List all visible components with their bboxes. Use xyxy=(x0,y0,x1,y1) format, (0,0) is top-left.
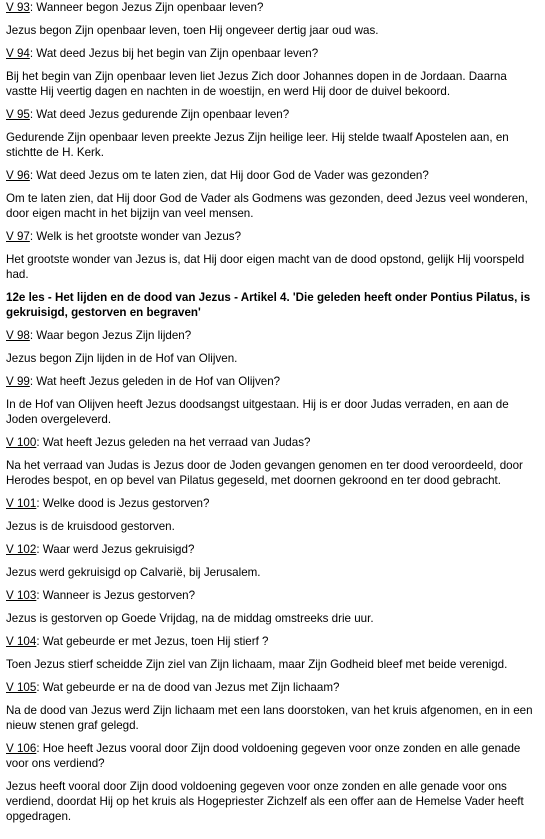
question-text: : Wat deed Jezus om te laten zien, dat Hij door God de Vader was gezonden? xyxy=(29,169,429,182)
question xyxy=(6,107,539,122)
question-number: V 98 xyxy=(6,329,30,342)
question xyxy=(6,634,539,649)
question-number: V 95 xyxy=(6,108,30,121)
answer: Jezus is gestorven op Goede Vrijdag, na de middag omstreeks drie uur. xyxy=(6,612,374,625)
answer: Na de dood van Jezus werd Zijn lichaam met een lans doorstoken, van het kruis afgenomen, en in een nieuw stenen graf gelegd. xyxy=(6,704,533,732)
question-number: V 101 xyxy=(6,497,37,510)
answer: Jezus heeft vooral door Zijn dood voldoening gegeven voor onze zonden en alle genade voor ons verdiend, doordat Hij op het kruis als Hogepriester Zichzelf als een offer aan de Hemelse Vader heeft opgedragen. xyxy=(6,780,524,823)
question-number: V 97 xyxy=(6,230,30,243)
question-text: : Welk is het grootste wonder van Jezus? xyxy=(29,230,242,243)
question-text: : Wat deed Jezus bij het begin van Zijn openbaar leven? xyxy=(29,47,319,60)
question-number: V 99 xyxy=(6,375,30,388)
question xyxy=(6,680,539,695)
question-text: : Hoe heeft Jezus vooral door Zijn dood voldoening gegeven voor onze zonden en alle genade voor ons verdiend? xyxy=(6,742,521,770)
question xyxy=(6,588,539,603)
section-heading: 12e les - Het lijden en de dood van Jezus - Artikel 4. 'Die geleden heeft onder Pontius Pilatus, is gekruisigd, gestorven en begraven' xyxy=(6,291,531,319)
answer: Jezus begon Zijn lijden in de Hof van Olijven. xyxy=(6,352,238,365)
question-text: : Welke dood is Jezus gestorven? xyxy=(36,497,210,510)
question xyxy=(6,741,539,771)
question xyxy=(6,374,539,389)
question xyxy=(6,328,539,343)
question-text: : Wat heeft Jezus geleden in de Hof van Olijven? xyxy=(29,375,281,388)
answer: In de Hof van Olijven heeft Jezus doodsangst uitgestaan. Hij is er door Judas verraden, en aan de Joden overgeleverd. xyxy=(6,398,509,426)
answer: Jezus begon Zijn openbaar leven, toen Hij ongeveer dertig jaar oud was. xyxy=(6,24,379,37)
question-number: V 106 xyxy=(6,742,37,755)
answer: Jezus is de kruisdood gestorven. xyxy=(6,520,175,533)
question-text: : Wat deed Jezus gedurende Zijn openbaar leven? xyxy=(29,108,290,121)
answer: Bij het begin van Zijn openbaar leven liet Jezus Zich door Johannes dopen in de Jordaan. Daarna vastte Hij veertig dagen en nachten in de woestijn, en werd Hij door de duivel bekoord. xyxy=(6,70,507,98)
question xyxy=(6,229,539,244)
question-text: : Wanneer is Jezus gestorven? xyxy=(36,589,196,602)
question-number: V 96 xyxy=(6,169,30,182)
answer: Het grootste wonder van Jezus is, dat Hij door eigen macht van de dood opstond, gelijk Hij voorspeld had. xyxy=(6,253,525,281)
question xyxy=(6,46,539,61)
question-text: : Waar werd Jezus gekruisigd? xyxy=(36,543,195,556)
answer: Na het verraad van Judas is Jezus door de Joden gevangen genomen en ter dood veroordeeld, door Herodes bespot, en op bevel van Pilatus gegeseld, met doornen gekroond en ter dood gebracht. xyxy=(6,459,523,487)
question-number: V 103 xyxy=(6,589,37,602)
question xyxy=(6,435,539,450)
question-number: V 93 xyxy=(6,1,30,14)
question-text: : Wat heeft Jezus geleden na het verraad van Judas? xyxy=(36,436,311,449)
question-text: : Waar begon Jezus Zijn lijden? xyxy=(29,329,192,342)
question xyxy=(6,542,539,557)
question-number: V 102 xyxy=(6,543,37,556)
answer: Toen Jezus stierf scheidde Zijn ziel van Zijn lichaam, maar Zijn Godheid bleef met beide verenigd. xyxy=(6,658,508,671)
question-text: : Wat gebeurde er na de dood van Jezus met Zijn lichaam? xyxy=(36,681,340,694)
question-text: : Wanneer begon Jezus Zijn openbaar leven? xyxy=(29,1,264,14)
answer: Gedurende Zijn openbaar leven preekte Jezus Zijn heilige leer. Hij stelde twaalf Apostelen aan, en stichtte de H. Kerk. xyxy=(6,131,509,159)
question-number: V 105 xyxy=(6,681,37,694)
question-number: V 100 xyxy=(6,436,37,449)
answer: Jezus werd gekruisigd op Calvarië, bij Jerusalem. xyxy=(6,566,261,579)
answer: Om te laten zien, dat Hij door God de Vader als Godmens was gezonden, deed Jezus veel wonderen, door eigen macht in het bijzijn van veel mensen. xyxy=(6,192,528,220)
question xyxy=(6,496,539,511)
question-number: V 104 xyxy=(6,635,37,648)
question-text: : Wat gebeurde er met Jezus, toen Hij stierf ? xyxy=(36,635,269,648)
question xyxy=(6,168,539,183)
question-number: V 94 xyxy=(6,47,30,60)
question xyxy=(6,0,539,15)
